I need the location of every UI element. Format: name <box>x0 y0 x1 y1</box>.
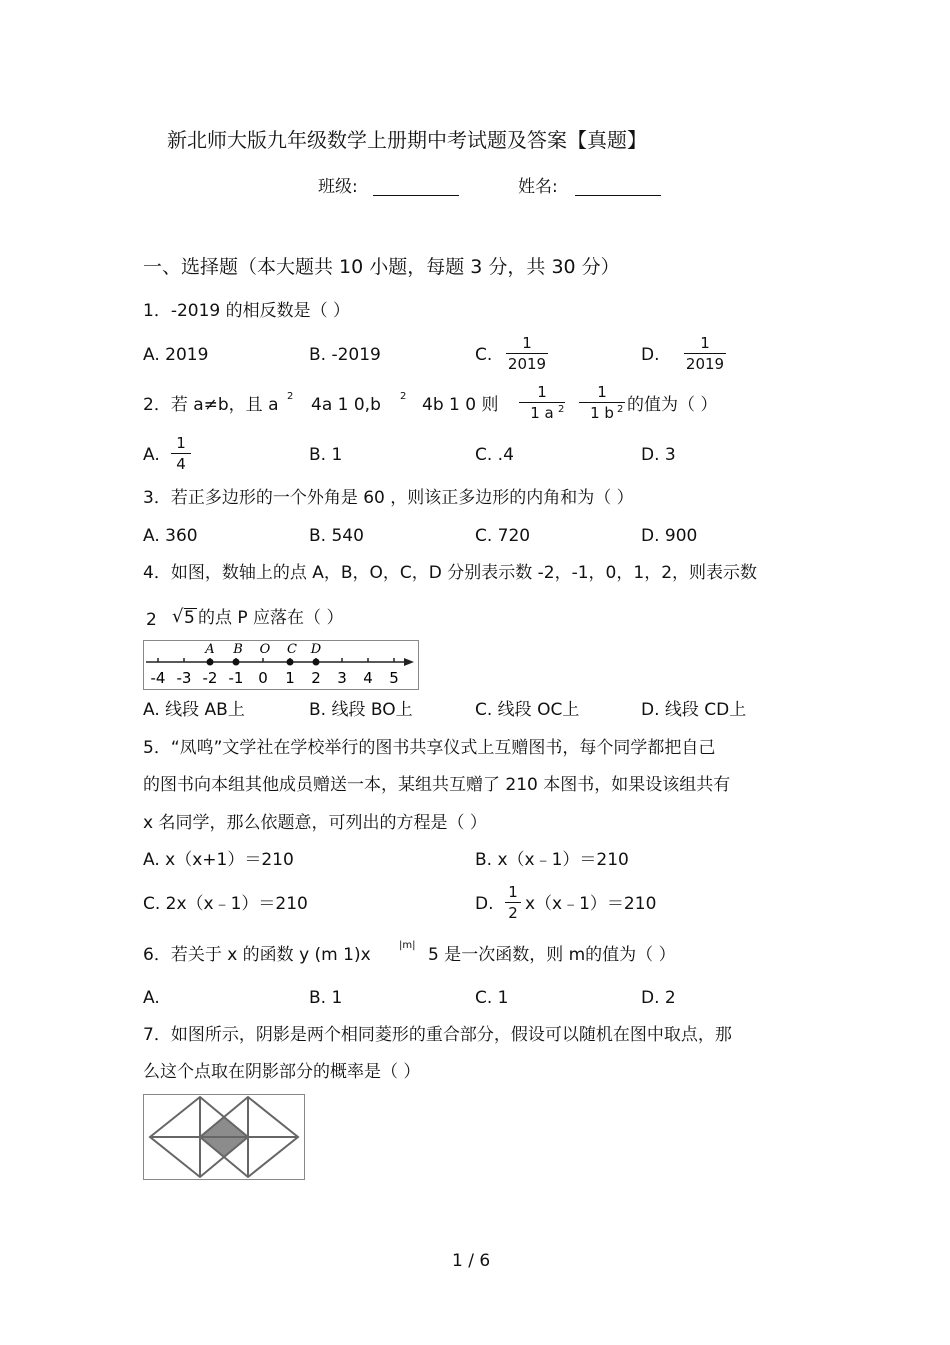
q5-option-a: A. x（x+1）＝210 <box>143 850 294 870</box>
axis-letter-o: O <box>259 642 271 657</box>
q5-option-b: B. x（x﹣1）＝210 <box>475 850 629 870</box>
point-c <box>287 659 294 666</box>
q2-tail: 的值为（ ） <box>627 395 718 415</box>
fraction-bar <box>684 353 726 354</box>
tick-label: 5 <box>389 669 399 687</box>
q2-option-d: D. 3 <box>641 445 676 465</box>
q2-f1-numerator: 1 <box>537 383 547 401</box>
q5-line-3: x 名同学，那么依题意，可列出的方程是（ ） <box>143 813 487 833</box>
number-line-figure <box>143 640 419 690</box>
q2-f2-sup: 2 <box>617 404 624 415</box>
tick-label: -3 <box>176 669 192 687</box>
q2-mid-2: 4b 1 0 则 <box>422 395 499 415</box>
page-title: 新北师大版九年级数学上册期中考试题及答案【真题】 <box>167 128 647 152</box>
q4-option-a: A. 线段 AB上 <box>143 700 245 720</box>
axis-arrow-icon <box>404 658 414 666</box>
q6-option-a: A. <box>143 988 160 1008</box>
q2-mid-1: 4a 1 0,b <box>311 395 381 415</box>
q2-f2-denominator: 1 b <box>590 404 614 422</box>
axis-letter-a: A <box>205 642 215 657</box>
tick-label: -4 <box>150 669 166 687</box>
q1-d-denominator: 2019 <box>685 355 725 373</box>
fraction-bar <box>519 402 565 403</box>
q3-stem: 3．若正多边形的一个外角是 60 ，则该正多边形的内角和为（ ） <box>143 488 634 508</box>
q2-sup-1: 2 <box>287 391 294 402</box>
q3-option-b: B. 540 <box>309 526 364 546</box>
q5-d-numerator: 1 <box>508 883 518 901</box>
q5-option-d-fraction <box>505 883 521 922</box>
section-heading: 一、选择题（本大题共 10 小题，每题 3 分，共 30 分） <box>143 256 620 278</box>
q2-f1-denominator: 1 a <box>530 404 554 422</box>
sqrt-icon: √ <box>172 606 184 627</box>
q2-fraction-1 <box>519 383 565 422</box>
q1-option-c-label: C. <box>475 345 493 365</box>
point-a <box>207 659 214 666</box>
axis-letter-d: D <box>310 642 322 657</box>
fraction-bar <box>506 353 548 354</box>
q5-option-d-tail: x（x﹣1）＝210 <box>525 894 657 914</box>
q5-d-denominator: 2 <box>508 904 518 922</box>
axis-letter-b: B <box>233 642 243 657</box>
q1-option-d-fraction <box>684 334 726 373</box>
q1-c-numerator: 1 <box>522 334 532 352</box>
q6-option-b: B. 1 <box>309 988 343 1008</box>
tick-label: 0 <box>258 669 268 687</box>
q1-option-b: B. -2019 <box>309 345 381 365</box>
q2-option-a-label: A. <box>143 445 160 465</box>
tick-label: -2 <box>202 669 218 687</box>
tick-label: -1 <box>228 669 244 687</box>
point-b <box>233 659 240 666</box>
q1-option-a: A. 2019 <box>143 345 209 365</box>
point-d <box>313 659 320 666</box>
q6-option-c: C. 1 <box>475 988 509 1008</box>
q1-d-numerator: 1 <box>700 334 710 352</box>
q1-stem: 1．-2019 的相反数是（ ） <box>143 301 351 321</box>
q5-option-d-label: D. <box>475 894 494 914</box>
number-line-svg <box>144 641 418 689</box>
q3-option-d: D. 900 <box>641 526 698 546</box>
q6-stem-pre: 6．若关于 x 的函数 y (m 1)x <box>143 945 371 965</box>
q7-line-1: 7．如图所示，阴影是两个相同菱形的重合部分，假设可以随机在图中取点，那 <box>143 1025 732 1045</box>
axis-letter-c: C <box>287 642 297 657</box>
q2-option-b: B. 1 <box>309 445 343 465</box>
q7-line-2: 么这个点取在阴影部分的概率是（ ） <box>143 1062 421 1082</box>
q2-a-numerator: 1 <box>176 434 186 452</box>
q5-line-2: 的图书向本组其他成员赠送一本，某组共互赠了 210 本图书，如果设该组共有 <box>143 775 731 795</box>
q4-option-b: B. 线段 BO上 <box>309 700 413 720</box>
rhombus-svg <box>144 1095 304 1179</box>
q2-option-c: C. .4 <box>475 445 514 465</box>
class-blank <box>373 194 459 196</box>
fraction-bar <box>505 902 521 903</box>
q4-line2-pre: 2 <box>146 610 157 630</box>
q2-sup-2: 2 <box>400 391 407 402</box>
q1-option-c-fraction <box>506 334 548 373</box>
q1-c-denominator: 2019 <box>507 355 547 373</box>
rhombus-figure <box>143 1094 305 1180</box>
q4-stem: 4．如图，数轴上的点 A，B，O，C，D 分别表示数 -2，-1，0，1，2，则表示数 <box>143 563 758 583</box>
q2-f1-sup: 2 <box>558 404 565 415</box>
q5-line-1: 5．“凤鸣”文学社在学校举行的图书共享仪式上互赠图书，每个同学都把自己 <box>143 738 716 758</box>
q3-option-a: A. 360 <box>143 526 198 546</box>
q1-option-d-label: D. <box>641 345 660 365</box>
q6-option-d: D. 2 <box>641 988 676 1008</box>
q5-option-c: C. 2x（x﹣1）＝210 <box>143 894 308 914</box>
tick-label: 1 <box>285 669 295 687</box>
name-blank <box>575 194 661 196</box>
q6-sup: |m| <box>399 940 416 951</box>
q4-option-d: D. 线段 CD上 <box>641 700 747 720</box>
q2-f2-numerator: 1 <box>597 383 607 401</box>
fraction-bar <box>579 402 625 403</box>
q4-radicand: 5 <box>184 608 195 628</box>
q2-lead: 2．若 a≠b，且 a <box>143 395 279 415</box>
name-label: 姓名: <box>518 177 558 197</box>
class-label: 班级: <box>318 177 358 197</box>
tick-label: 3 <box>337 669 347 687</box>
page-number: 1 / 6 <box>452 1251 491 1271</box>
q2-a-denominator: 4 <box>176 455 186 473</box>
tick-label: 4 <box>363 669 373 687</box>
q2-option-a-fraction <box>171 434 191 473</box>
q3-option-c: C. 720 <box>475 526 531 546</box>
tick-label: 2 <box>311 669 321 687</box>
q2-fraction-2 <box>579 383 625 422</box>
fraction-bar <box>171 453 191 454</box>
q6-stem-post: 5 是一次函数，则 m的值为（ ） <box>428 945 676 965</box>
q4-line2-post: 的点 P 应落在（ ） <box>198 608 344 628</box>
q4-option-c: C. 线段 OC上 <box>475 700 580 720</box>
